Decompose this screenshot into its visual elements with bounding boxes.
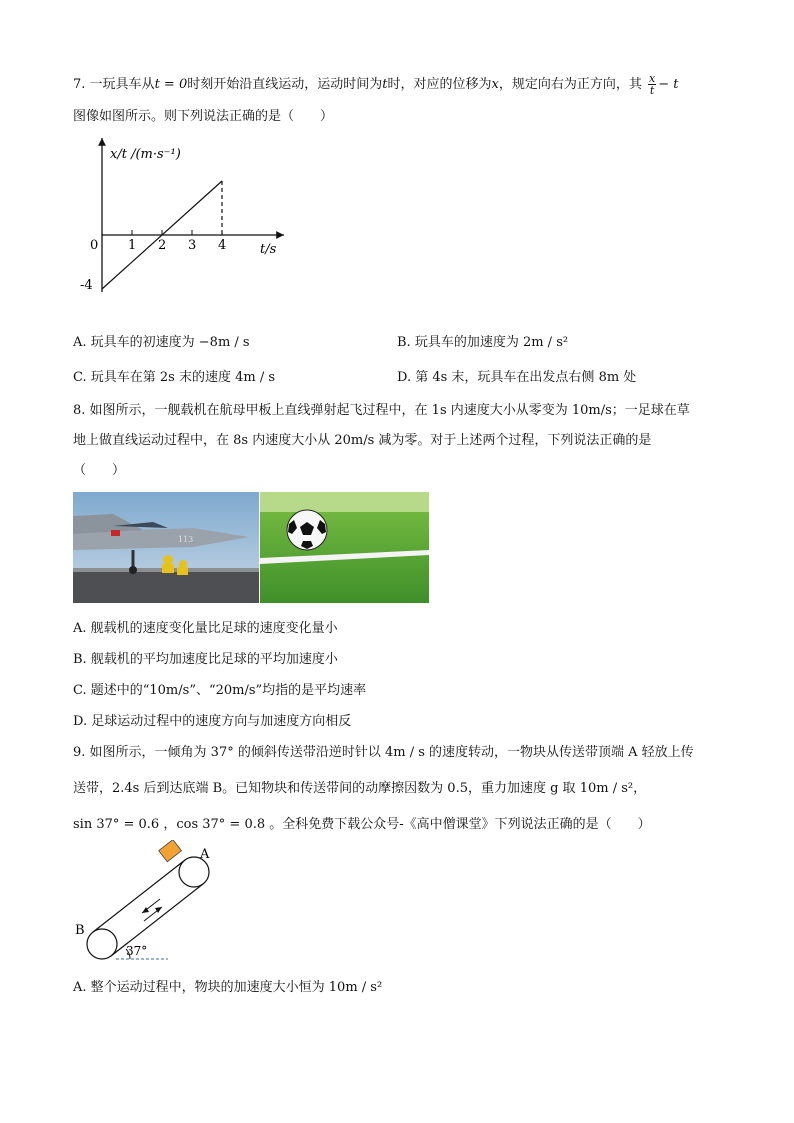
q7-text-c: 时，对应的位移为: [387, 77, 492, 92]
y-tick-label: -4: [80, 278, 93, 293]
q7-option-a[interactable]: A. 玩具车的初速度为 −8m / s: [73, 335, 250, 350]
x-tick-label: 3: [188, 238, 197, 253]
q7-frac-den: t: [649, 84, 655, 97]
x-tick-label: 4: [218, 238, 227, 253]
q7-text-a: 一玩具车从: [89, 77, 155, 92]
y-axis-label: x/t /(m·s⁻¹): [110, 147, 181, 162]
angle-label: 37°: [126, 944, 148, 958]
q7-fraction: [648, 73, 656, 96]
jet-number: 113: [178, 535, 194, 544]
q7-t: t: [382, 77, 388, 92]
q7-stem-line2: 图像如图所示。则下列说法正确的是（ ）: [73, 109, 334, 124]
q7-graph: [76, 132, 296, 302]
q7-x: x: [491, 77, 499, 92]
jet-illustration: [73, 492, 259, 603]
label-b: B: [75, 923, 85, 938]
q8-option-d[interactable]: D. 足球运动过程中的速度方向与加速度方向相反: [73, 714, 352, 729]
label-a: A: [200, 847, 210, 862]
q9-conveyor-diagram: [72, 840, 232, 965]
q7-number: 7.: [73, 77, 86, 92]
x-tick-label: 2: [158, 238, 167, 253]
q8-stem-line3: （ ）: [73, 463, 126, 478]
q7-t0: t = 0: [154, 77, 188, 92]
football-illustration: [260, 492, 429, 603]
q7-text-b: 时刻开始沿直线运动，运动时间为: [187, 77, 383, 92]
football-photo: [260, 492, 429, 603]
q7-text-d: ，规定向右为正方向，其: [498, 77, 642, 92]
q9-stem-line1: 9. 如图所示，一倾角为 37° 的倾斜传送带沿逆时针以 4m / s 的速度转动，一物块从传送带顶端 A 轻放上传: [73, 745, 694, 760]
belt-upper: [93, 860, 185, 932]
x-axis-label: t/s: [260, 242, 277, 257]
q8-option-c[interactable]: C. 题述中的“10m/s”、“20m/s”均指的是平均速率: [73, 683, 367, 698]
q7-option-b[interactable]: B. 玩具车的加速度为 2m / s²: [397, 335, 569, 350]
jet-photo: [73, 492, 259, 603]
q7-option-c[interactable]: C. 玩具车在第 2s 末的速度 4m / s: [73, 370, 276, 385]
q8-option-b[interactable]: B. 舰载机的平均加速度比足球的平均加速度小: [73, 652, 338, 667]
q7-stem-line1: [73, 73, 678, 96]
q7-option-d[interactable]: D. 第 4s 末，玩具车在出发点右侧 8m 处: [397, 370, 637, 385]
q9-stem-line3: sin 37° = 0.6 ，cos 37° = 0.8 。全科免费下载公众号-《高中僧课堂》下列说法正确的是（ ）: [73, 817, 651, 832]
block: [159, 840, 182, 862]
q7-frac-num: x: [648, 72, 656, 85]
belt-lower: [111, 884, 203, 956]
q9-option-a[interactable]: A. 整个运动过程中，物块的加速度大小恒为 10m / s²: [73, 980, 383, 995]
x-ticks: [128, 230, 226, 253]
x-tick-label: 1: [128, 238, 137, 253]
q9-stem-line2: 送带，2.4s 后到达底端 B。已知物块和传送带间的动摩擦因数为 0.5，重力加速度 g 取 10m / s²，: [73, 781, 647, 796]
q7-frac-tail: − t: [658, 77, 679, 92]
q8-option-a[interactable]: A. 舰载机的速度变化量比足球的速度变化量小: [73, 621, 338, 636]
q8-stem-line2: 地上做直线运动过程中，在 8s 内速度大小从 20m/s 减为零。对于上述两个过程，下列说法正确的是: [73, 433, 652, 448]
origin-label: 0: [90, 238, 99, 253]
q8-stem-line1: 8. 如图所示，一舰载机在航母甲板上直线弹射起飞过程中，在 1s 内速度大小从零变为 10m/s；一足球在草: [73, 403, 690, 418]
